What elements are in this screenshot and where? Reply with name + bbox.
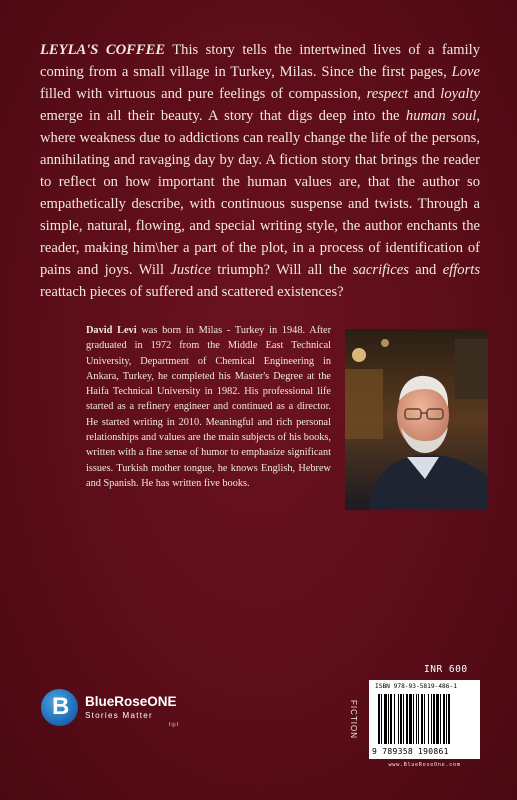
publisher-tagline: Stories Matter (85, 711, 153, 720)
publisher-logo: B BlueRoseONE Stories Matter f◎t (41, 688, 191, 734)
book-title: LEYLA'S COFFEE (40, 42, 166, 58)
publisher-name: BlueRoseONE (85, 694, 177, 709)
isbn-barcode (369, 680, 480, 759)
barcode-bars (378, 694, 474, 744)
author-bio: David Levi was born in Milas - Turkey in 1948. After graduated in 1972 from the Middle East Technical University, Department of Chemical Engineering in Ankara, Turkey, he completed his Master's Degree at the Haifa Technical University in 1982. His professional life started as a refinery engineer and continued as a director. He started writing in 2010. Meaningful and rich personal relationships and values are the main subjects of his books, written with a fine sense of humor to emphasize significant issues. Turkish mother tongue, he knows English, Hebrew and Spanish. He has written five books. (86, 325, 331, 489)
synopsis: LEYLA'S COFFEE This story tells the intertwined lives of a family coming from a small village in Turkey, Milas. Since the first pages, Love filled with virtuous and pure feelings of compassion, respect and loyalty emerge in all their beauty. A story that digs deep into the human soul, where weakness due to addictions can really change the life of the persons, annihilating and ravaging day by day. A fiction story that brings the reader to reflect on how important the human values are, that the author so empathetically describe, with continuous suspense and twists. Through a simple, natural, flowing, and special writing style, the author enchants the reader, making him\her a part of the plot, in a process of identification of pains and joys. Will Justice triumph? Will all the sacrifices and efforts reattach pieces of suffered and scattered existences? (40, 42, 480, 300)
isbn-digits: 9 789358 190861 (372, 747, 449, 756)
social-icons: f◎t (169, 722, 180, 728)
publisher-website: www.BlueRoseOne.com (388, 762, 461, 768)
author-photo (345, 329, 488, 510)
genre-label: FICTION (349, 700, 358, 739)
isbn-label: ISBN 978-93-5819-486-1 (375, 683, 457, 690)
price-label: INR 600 (424, 664, 468, 675)
author-name: David Levi (86, 325, 137, 336)
